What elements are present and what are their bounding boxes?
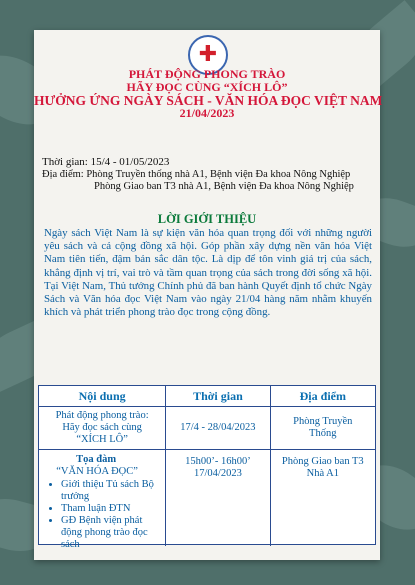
table-row: [39, 407, 375, 450]
event-meta: [42, 156, 376, 194]
event-location-2: Phòng Giao ban T3 nhà A1, Bệnh viện Đa khoa Nông Nghiệp: [94, 181, 354, 192]
intro-heading: LỜI GIỚI THIỆU: [157, 212, 257, 226]
row2-item-list: [47, 479, 161, 551]
red-cross-icon: ✚: [198, 42, 218, 67]
header-place: Địa điểm: [299, 388, 346, 403]
schedule-table: [38, 385, 376, 550]
intro-paragraph: Ngày sách Việt Nam là sự kiện văn hóa quan trọng đối với những người yêu sách và cả cộng đồng xã hội. Góp phần xây dựng nền văn hóa Việt Nam tiên tiến, đậm bản sắc dân tộc. Là dịp để tôn vinh giá trị của sách, khẳng định vị trí, vai trò và tầm quan trọng của sách trong đời sống xã hội. Tại Việt Nam, Thủ tướng Chính phủ đã ban hành Quyết định tổ chức Ngày Sách và Văn hóa đọc Việt Nam vào ngày 21/04 hàng năm nhằm khuyến khích và phát triển phong trào đọc trong cộng đồng.: [44, 227, 372, 319]
list-item: • Giới thiệu Tủ sách Bộ trưởng: [61, 479, 161, 503]
poster-card: [34, 30, 383, 560]
row1-place: Phòng Truyền Thống: [293, 416, 353, 439]
row2-subtitle: “VĂN HÓA ĐỌC”: [56, 466, 138, 477]
poster-title: [34, 67, 383, 120]
row2-place: Phòng Giao ban T3 Nhà A1: [281, 456, 364, 479]
title-line-2: HÃY ĐỌC CÙNG “XÍCH LÔ”: [126, 80, 288, 94]
header-content: Nội dung: [39, 386, 166, 406]
row2-title: Tọa đàm: [76, 454, 117, 465]
row2-content: [39, 450, 166, 550]
list-item: • GĐ Bệnh viện phát động phong trào đọc sách: [61, 515, 161, 551]
table-header: [39, 386, 375, 407]
row2-time: 15h00’- 16h00’ 17/04/2023: [166, 450, 270, 546]
event-time: Thời gian: 15/4 - 01/05/2023: [42, 156, 170, 168]
row1-content: Phát động phong trào: Hãy đọc sách cùng “XÍCH LÔ”: [39, 407, 166, 449]
header-time: Thời gian: [166, 386, 270, 406]
title-line-1: PHÁT ĐỘNG PHONG TRÀO: [128, 67, 286, 81]
row1-time: 17/4 - 28/04/2023: [166, 407, 270, 449]
title-line-3: HƯỞNG ỨNG NGÀY SÁCH - VĂN HÓA ĐỌC VIỆT NAM: [34, 93, 383, 108]
table-row: [39, 450, 375, 550]
list-item: • Tham luận ĐTN: [61, 503, 161, 515]
event-location-1: Địa điểm: Phòng Truyền thống nhà A1, Bệnh viện Đa khoa Nông Nghiệp: [42, 168, 351, 180]
title-date: 21/04/2023: [179, 106, 235, 120]
